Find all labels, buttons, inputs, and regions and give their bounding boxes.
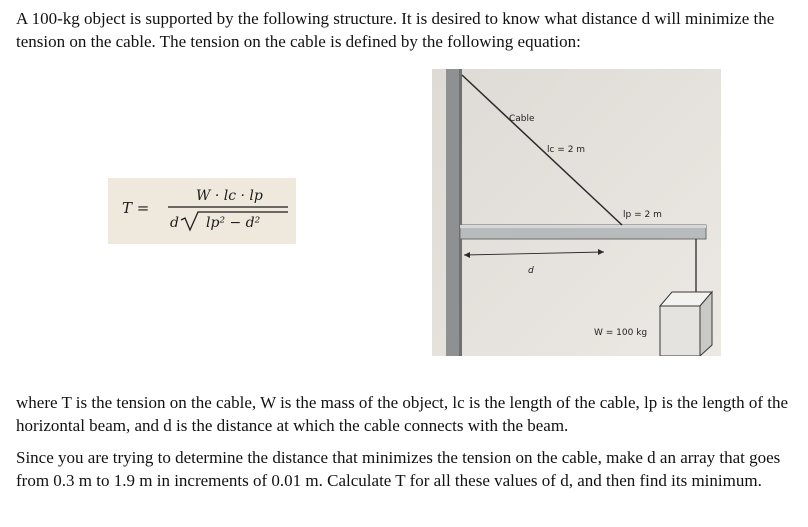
equation-graphic: [108, 178, 296, 244]
structure-diagram-graphic: [432, 69, 721, 356]
equation-denominator-d: d: [170, 215, 179, 231]
lc-label: lc = 2 m: [547, 145, 586, 155]
lp-label: lp = 2 m: [623, 210, 662, 220]
tension-equation: [108, 178, 296, 244]
cable-label: Cable: [509, 114, 535, 124]
equation-radicand: lp² − d²: [206, 215, 261, 231]
variable-definitions: where T is the tension on the cable, W is the mass of the object, lc is the length of the cable, lp is the length of the horizontal beam, and d is the distance at which the cable connects with the beam.: [16, 393, 789, 435]
equation-numerator: W · lc · lp: [196, 188, 263, 204]
weight-box: [660, 306, 700, 356]
structure-diagram: [432, 69, 721, 356]
task-instructions: Since you are trying to determine the distance that minimizes the tension on the cable, make d an array that goes from 0.3 m to 1.9 m in increments of 0.01 m. Calculate T for all these values of d, and then find its minimum.: [16, 448, 781, 490]
equation-lhs: T =: [122, 199, 150, 217]
weight-label: W = 100 kg: [594, 328, 648, 338]
d-label: d: [528, 266, 534, 276]
problem-intro: A 100-kg object is supported by the following structure. It is desired to know what distance d will minimize the tension on the cable. The tension on the cable is defined by the following equation:: [16, 9, 775, 51]
